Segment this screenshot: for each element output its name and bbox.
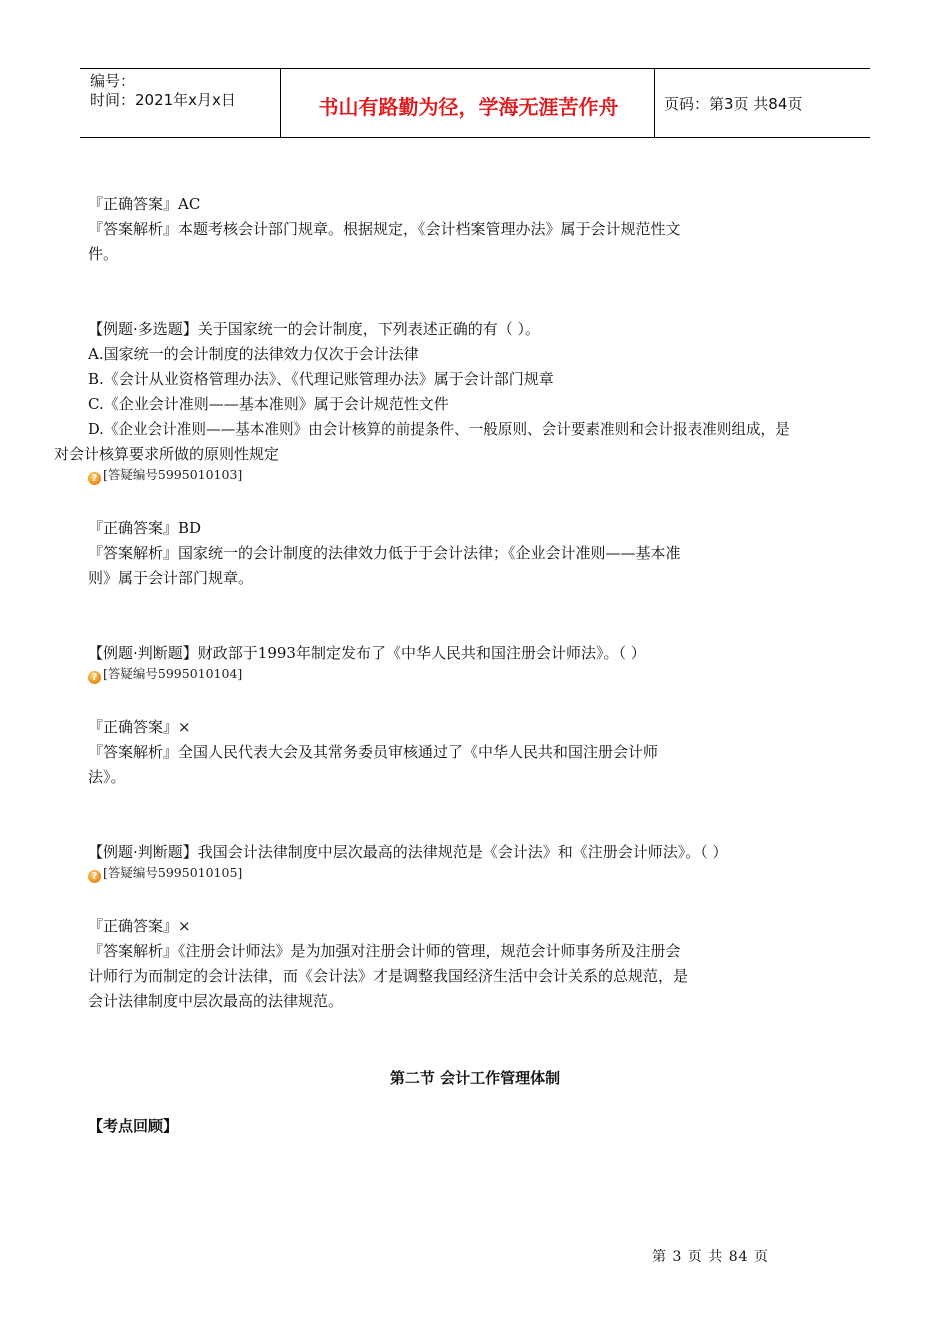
question-id-row[interactable] [88,665,242,684]
question-id-row[interactable] [88,864,242,883]
question-id[interactable]: [答疑编号5995010104] [103,666,243,681]
question-mark-icon[interactable]: ? [88,870,101,883]
option-d: D.《企业会计准则——基本准则》由会计核算的前提条件、一般原则、会计要素准则和会计报表准则组成，是 [88,421,790,438]
header-divider [280,69,281,137]
answer-analysis-cont: 会计法律制度中层次最高的法律规范。 [88,992,344,1010]
question-title: 【例题·多选题】关于国家统一的会计制度，下列表述正确的有（ ）。 [88,320,541,338]
question-title: 【例题·判断题】财政部于1993年制定发布了《中华人民共和国注册会计师法》。（ ） [88,644,646,662]
question-id-row[interactable] [88,466,242,485]
correct-answer: 『正确答案』× [88,718,191,736]
answer-analysis: 『答案解析』本题考核会计部门规章。根据规定，《会计档案管理办法》属于会计规范性文 [88,220,681,238]
answer-analysis-cont: 则》属于会计部门规章。 [88,569,254,587]
question-mark-icon[interactable]: ? [88,472,101,485]
answer-analysis: 『答案解析』《注册会计师法》是为加强对注册会计师的管理，规范会计师事务所及注册会 [88,942,681,960]
question-id[interactable]: [答疑编号5995010105] [103,865,243,880]
answer-analysis: 『答案解析』国家统一的会计制度的法律效力低于于会计法律；《企业会计准则——基本准 [88,544,681,562]
option-b: B.《会计从业资格管理办法》、《代理记账管理办法》属于会计部门规章 [88,370,554,388]
correct-answer: 『正确答案』AC [88,195,201,213]
doc-number-label: 编号： [90,72,136,90]
answer-analysis: 『答案解析』全国人民代表大会及其常务委员审核通过了《中华人民共和国注册会计师 [88,743,659,761]
review-heading: 【考点回顾】 [88,1117,179,1135]
question-title: 【例题·判断题】我国会计法律制度中层次最高的法律规范是《会计法》和《注册会计师法》。（ ） [88,843,728,861]
correct-answer: 『正确答案』× [88,917,191,935]
section-title: 第二节 会计工作管理体制 [389,1069,561,1087]
page-header [80,68,870,138]
doc-date-label: 时间：2021年x月x日 [90,91,236,109]
option-a: A.国家统一的会计制度的法律效力仅次于会计法律 [88,345,419,363]
question-mark-icon[interactable]: ? [88,671,101,684]
answer-analysis-cont: 件。 [88,245,119,263]
answer-analysis-cont: 计师行为而制定的会计法律，而《会计法》才是调整我国经济生活中会计关系的总规范，是 [88,967,689,985]
header-motto: 书山有路勤为径，学海无涯苦作舟 [318,95,619,119]
header-page-label: 页码：第3页 共84页 [664,95,803,113]
option-d-cont: 对会计核算要求所做的原则性规定 [54,445,280,463]
header-left [90,72,236,110]
answer-analysis-cont: 法》。 [88,768,126,786]
question-id[interactable]: [答疑编号5995010103] [103,467,243,482]
page-footer: 第 3 页 共 84 页 [652,1249,769,1265]
option-c: C.《企业会计准则——基本准则》属于会计规范性文件 [88,395,449,413]
correct-answer: 『正确答案』BD [88,519,202,537]
